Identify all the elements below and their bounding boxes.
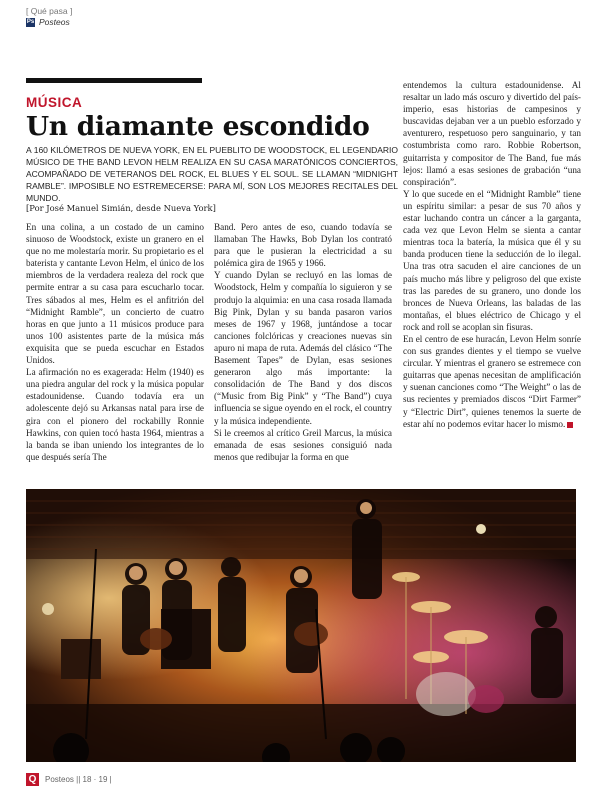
column-2 xyxy=(214,221,392,463)
paragraph: En una colina, a un costado de un camino sinuoso de Woodstock, existe un granero en el que no me molestaría morir. Su propietario es el baterista y cantante Levon Helm, el único de los miembros de la verdadera realeza del rock que permite entrar a su casa para escucharlo tocar. Tres sábados al mes, Helm es el anfitrión del “Midnight Ramble”, un concierto de cuatro horas en que junto a 11 músicos produce para unos 100 asistentes parte de la música más exquisita que se pueda escuchar en Estados Unidos. xyxy=(26,222,204,366)
page-footer xyxy=(26,773,112,786)
paragraph: entendemos la cultura estadounidense. Al resaltar un lado más oscuro y divertido del país-imperio, esas historias de campesinos y buscavidas dejaban ver a un pueblo esforzado y aventurero, respetuoso pero sanguinario, y tan costumbrista como raro. Robbie Robertson, guitarrista y compositor de The Band, fue más lejos: llamó a esas sesiones de grabación “una conspiración”. xyxy=(403,80,581,187)
section-label: [ Qué pasa ] xyxy=(26,6,73,16)
paragraph xyxy=(403,333,581,430)
kicker: MÚSICA xyxy=(26,95,83,110)
paragraph: La afirmación no es exagerada: Helm (1940) es una piedra angular del rock y la música popular estadounidense. Cuando todavía era un adolescente dejó su Arkansas natal para irse de gira con el pionero del rockabilly Ronnie Hawkins, con quien tocó hasta 1964, mientras a la banda se iban uniendo los integrantes de lo que después sería The xyxy=(26,367,204,462)
column-3 xyxy=(403,79,581,430)
page-info: Posteos || 18 · 19 | xyxy=(45,775,112,784)
end-mark-icon xyxy=(567,422,573,428)
paragraph: Si le creemos al crítico Greil Marcus, la música emanada de esas sesiones consiguió nada menos que redibujar la forma en que xyxy=(214,427,392,462)
title-rule xyxy=(26,78,202,83)
publication-header xyxy=(26,17,70,27)
posteos-logo-icon: Ps xyxy=(26,19,35,25)
magazine-logo-icon: Q xyxy=(26,773,39,786)
paragraph: Band. Pero antes de eso, cuando todavía se llamaban The Hawks, Bob Dylan los contrató para que le pusieran la electricidad a su polémica gira de 1965 y 1966. xyxy=(214,222,392,269)
publication-name: Posteos xyxy=(39,17,70,27)
byline: [Por José Manuel Simián, desde Nueva York] xyxy=(26,203,216,213)
paragraph-text: En el centro de ese huracán, Levon Helm sonríe con sus grandes dientes y el tiempo se vuelve circular. Y mientras el granero se estremece con guitarras que apenas necesitan de amplificación y suenan canciones como “The Weight” o las de sus recientes y premiados discos “Dirt Farmer” y “Electric Dirt”, quienes tenemos la suerte de estar ahí no podemos evitar hacer lo mismo. xyxy=(403,333,581,429)
column-1 xyxy=(26,221,204,463)
paragraph: Y cuando Dylan se recluyó en las lomas de Woodstock, Helm y compañía lo siguieron y se produjo la alquimia: en una casa rosada llamada Big Pink, Dylan y su banda pasaron varios meses de 1967 y 1968, juntándose a tocar canciones folclóricas y creaciones nuevas sin apuro ni mapa de ruta. Además del clásico “The Basement Tapes” de Dylan, esas sesiones generaron algo más importante: la consolidación de The Band y dos discos (“Music from Big Pink” y “The Band”) cuya influencia se sigue oyendo en el rock, el country y la música independiente. xyxy=(214,270,392,426)
article-title: Un diamante escondido xyxy=(26,111,370,142)
paragraph: Y lo que sucede en el “Midnight Ramble” tiene un espíritu similar: a pesar de sus 70 años y estar luchando contra un cáncer a la garganta, cada vez que Levon Helm se sienta a cantar mientras toca la batería, la música que él y su banda producen tiene la seducción de lo ilegal. Una tras otra sacuden el aire canciones de un país mucho más libre y peligroso del que existe tras las paredes de su granero, uno donde los bronces de Nueva Orleans, las baladas de las montañas, el blues eléctrico de Chicago y el rock and roll se acoplan sin fisuras. xyxy=(403,188,581,332)
article-deck: A 160 KILÓMETROS DE NUEVA YORK, EN EL PUEBLITO DE WOODSTOCK, EL LEGENDARIO MÚSICO DE THE BAND LEVON HELM REALIZA EN SU CASA MARATÓNICOS CONCIERTOS, ACOMPAÑADO DE VETERANOS DEL ROCK, EL BLUES Y EL SOUL. SE LLAMAN “MIDNIGHT RAMBLE”. IMPOSIBLE NO ESTREMECERSE: PARA MÍ, SON LOS MEJORES RECITALES DEL MUNDO. xyxy=(26,145,398,203)
concert-photo xyxy=(26,489,576,762)
